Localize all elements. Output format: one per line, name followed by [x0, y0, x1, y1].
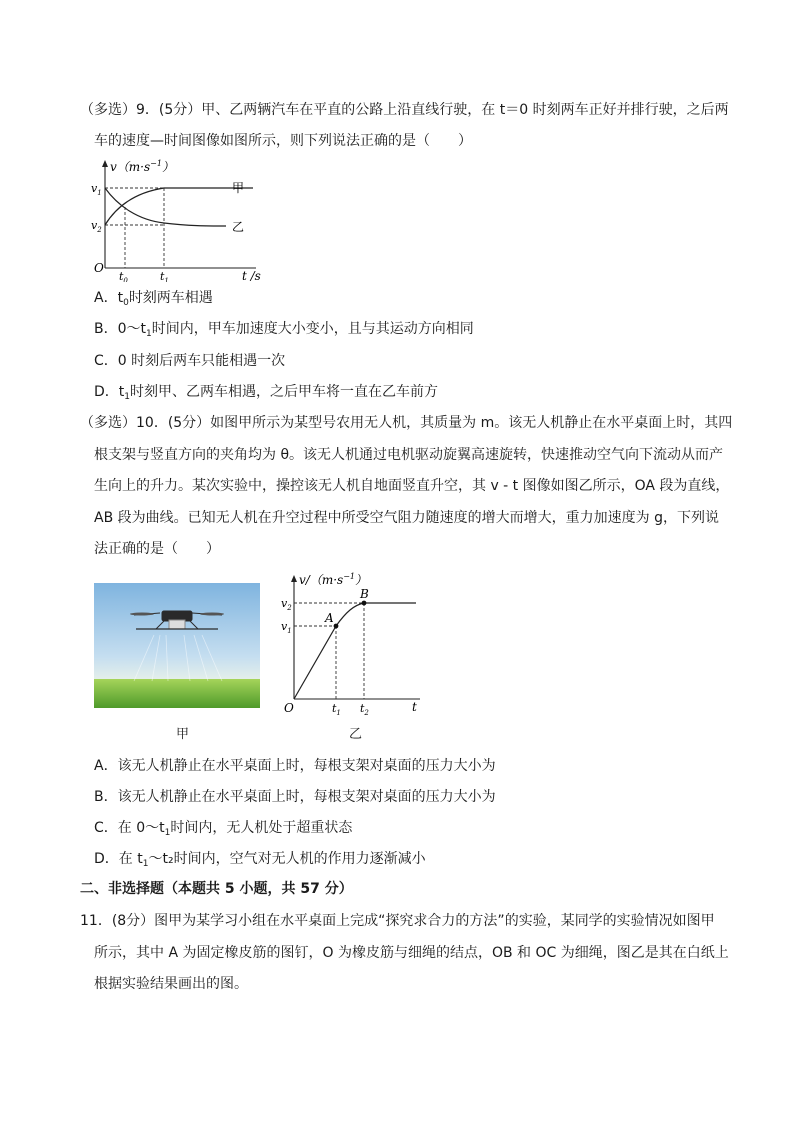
q10-point-b-label: B: [360, 587, 369, 601]
q9-v2-label: $v_2$: [91, 219, 102, 234]
q10-point-b: [362, 601, 367, 606]
q11-stem-line-3: 根据实验结果画出的图。: [94, 976, 248, 992]
q10-origin-label: O: [284, 701, 294, 715]
q11-stem-line-2: 所示，其中 A 为固定橡皮筋的图钉，O 为橡皮筋与细绳的结点，OB 和 OC 为细绳，图乙是其在白纸上: [94, 945, 729, 961]
q9-stem-line-2: 车的速度—时间图像如图所示，则下列说法正确的是（ ）: [94, 133, 472, 149]
q10-option-c: C．在 $0\sim t_1$时间内，无人机处于超重状态: [94, 820, 353, 838]
q10-stem-line-3: 生向上的升力。某次实验中，操控该无人机自地面竖直升空，其 v - t 图像如图乙所示，OA 段为直线，: [94, 478, 730, 494]
q9-v1-label: $v_1$: [91, 182, 102, 197]
q10-option-a: A．该无人机静止在水平桌面上时，每根支架对桌面的压力大小为: [94, 758, 496, 774]
q9-curve-jia-label: 甲: [232, 181, 245, 195]
q9-option-d: D．$t_1$时刻甲、乙两车相遇，之后甲车将一直在乙车前方: [94, 384, 439, 402]
q11-stem-line-1: 11．(8分）图甲为某学习小组在水平桌面上完成“探究求合力的方法”的实验，某同学的实验情况如图甲: [80, 913, 715, 929]
q10-x-label: t: [412, 700, 417, 714]
q9-t0-label: $t_0$: [119, 270, 128, 282]
q10-stem-line-5: 法正确的是（ ）: [94, 541, 220, 557]
q9-option-a: A．$t_0$时刻两车相遇: [94, 290, 213, 308]
q9-t1-label: $t_1$: [160, 270, 169, 282]
q10-y-axis-arrow: [291, 575, 297, 582]
q9-option-c: C．0 时刻后两车只能相遇一次: [94, 353, 286, 369]
drone-photo: [94, 583, 260, 708]
q9-curve-yi: [105, 188, 226, 226]
q10-option-b: B．该无人机静止在水平桌面上时，每根支架对桌面的压力大小为: [94, 789, 496, 805]
q9-y-axis-arrow: [102, 160, 108, 167]
q10-stem-line-1: （多选）10．(5分）如图甲所示为某型号农用无人机，其质量为 m。该无人机静止在水平桌面上时，其四: [80, 415, 733, 431]
q10-stem-line-2: 根支架与竖直方向的夹角均为 θ。该无人机通过电机驱动旋翼高速旋转，快速推动空气向下流动从而产: [94, 447, 724, 463]
q10-vt-graph: [280, 570, 440, 718]
q10-t2-label: $t_2$: [360, 702, 369, 717]
q10-v1-label: $v_1$: [281, 620, 292, 635]
q10-curve-ab: [336, 603, 416, 626]
q10-option-d: D．在 $t_1\sim t_2$时间内，空气对无人机的作用力逐渐减小: [94, 851, 426, 869]
q9-curve-jia: [105, 188, 253, 225]
q9-stem-line-1: （多选）9．(5分）甲、乙两辆汽车在平直的公路上沿直线行驶，在 t＝0 时刻两车正好并排行驶，之后两: [80, 102, 729, 118]
q10-point-a-label: A: [325, 611, 334, 625]
q9-vt-graph: [88, 158, 278, 282]
q9-option-b: B．$0\sim t_1$时间内，甲车加速度大小变小，且与其运动方向相同: [94, 321, 474, 339]
q10-t1-label: $t_1$: [332, 702, 341, 717]
q10-stem-line-4: AB 段为曲线。已知无人机在升空过程中所受空气阻力随速度的增大而增大，重力加速度为 g，下列说: [94, 510, 719, 526]
figure-caption-jia: 甲: [176, 727, 190, 742]
q10-v2-label: $v_2$: [281, 597, 292, 612]
section-2-heading: 二、非选择题（本题共 5 小题，共 57 分）: [80, 881, 353, 897]
figure-caption-yi: 乙: [349, 727, 363, 742]
q9-curve-yi-label: 乙: [232, 220, 245, 234]
q9-y-label: $v(m\cdot s^{-1})$: [110, 159, 174, 174]
q10-y-label: $v/(m\cdot s^{-1})$: [299, 572, 367, 587]
q9-x-label: t /s: [242, 269, 261, 282]
q9-origin-label: O: [94, 261, 104, 275]
q10-point-a: [334, 624, 339, 629]
q10-segment-oa: [294, 626, 336, 699]
